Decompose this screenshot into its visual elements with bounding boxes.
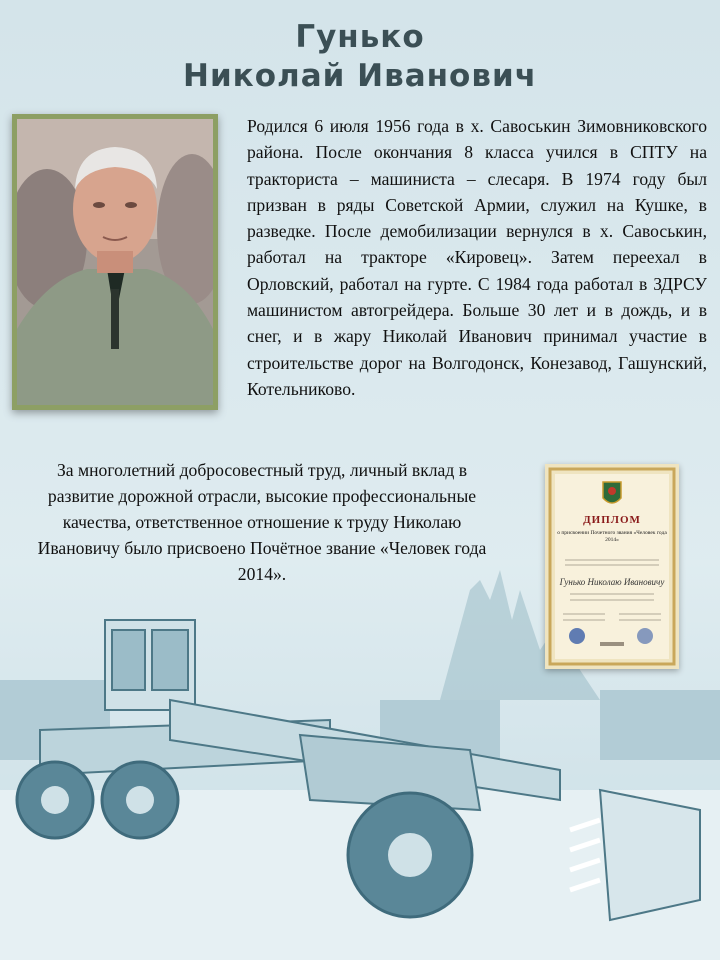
diploma-title: ДИПЛОМ: [583, 514, 641, 526]
title-surname: Гунько: [295, 19, 425, 55]
diploma-recipient: Гунько Николаю Ивановичу: [559, 577, 665, 587]
portrait-photo: [17, 119, 213, 405]
diploma-subtitle: о присвоении Почетного звания «Человек года 2014»: [557, 530, 667, 543]
diploma-frame: [545, 464, 679, 669]
diploma-image: [545, 464, 679, 669]
award-text: За многолетний добросовестный труд, личный вклад в развитие дорожной отрасли, высокие профессиональные качества, ответственное отношение к труду Николаю Ивановичу было присвоено Почётное звание «Человек года 2014».: [37, 460, 487, 584]
biography-text: Родился 6 июля 1956 года в х. Савоськин Зимовниковского района. После окончания 8 класса учился в СПТУ на тракториста – машиниста – слесаря. В 1974 году был призван в ряды Советской Армии, служил на Кушке, в разведке. После демобилизации вернулся в х. Савоськин, работал на тракторе «Кировец». Затем переехал в Орловский, работал на гурте. С 1984 года работал в ЗДРСУ машинистом автогрейдера. Больше 30 лет и в дождь, и в снег, и в жару Николай Иванович принимал участие в строительстве дорог на Волгодонск, Конезавод, Гашунский, Котельниково.: [247, 116, 707, 399]
portrait-frame: [12, 114, 218, 410]
title-given-names: Николай Иванович: [183, 58, 537, 94]
page-title: [0, 18, 720, 96]
